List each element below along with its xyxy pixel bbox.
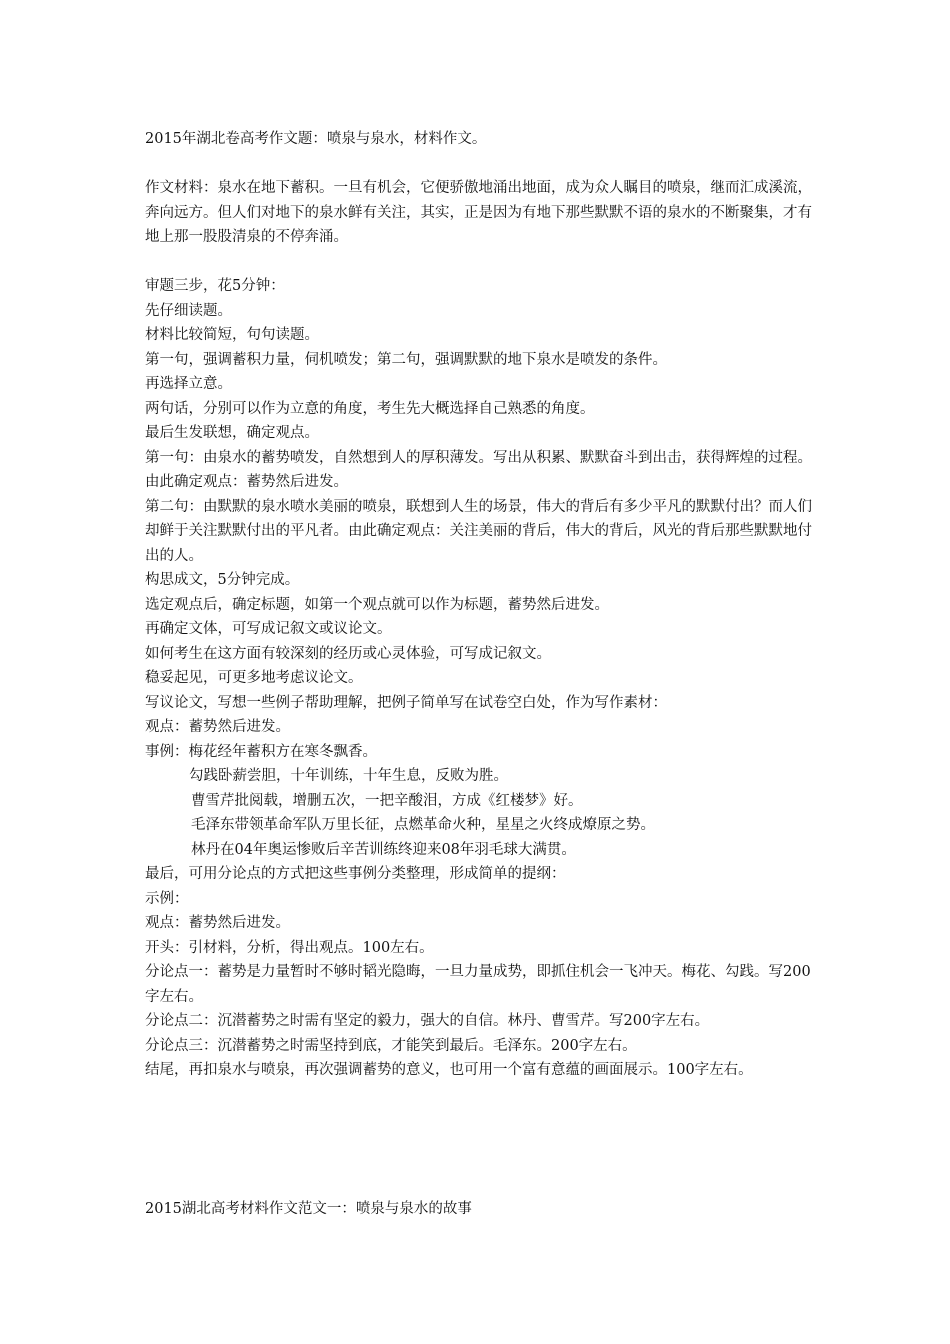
outline-line: 分论点三：沉潜蓄势之时需坚持到底，才能笑到最后。毛泽东。200字左右。 xyxy=(145,1037,637,1054)
document-heading: 2015年湖北卷高考作文题：喷泉与泉水，材料作文。 xyxy=(145,131,487,147)
example-line: 毛泽东带领革命军队万里长征，点燃革命火种，星星之火终成燎原之势。 xyxy=(191,817,655,833)
material-paragraph: 作文材料：泉水在地下蓄积。一旦有机会，它便骄傲地涌出地面，成为众人瞩目的喷泉，继而汇成溪流，奔向远方。但人们对地下的泉水鲜有关注，其实，正是因为有地下那些默默不语的泉水的不断聚集，才有地上那一股股清泉的不停奔涌。 xyxy=(145,180,812,245)
text-line: 先仔细读题。 xyxy=(145,302,232,319)
text-line: 审题三步，花5分钟： xyxy=(145,278,285,294)
document-body xyxy=(145,127,825,1083)
text-line: 第一句，强调蓄积力量，伺机喷发；第二句，强调默默的地下泉水是喷发的条件。 xyxy=(145,351,667,368)
text-line: 观点：蓄势然后进发。 xyxy=(145,719,290,735)
essay-title: 2015湖北高考材料作文范文一：喷泉与泉水的故事 xyxy=(145,1201,472,1217)
text-line: 如何考生在这方面有较深刻的经历或心灵体验，可写成记叙文。 xyxy=(145,645,551,662)
text-line: 再确定文体，可写成记叙文或议论文。 xyxy=(145,621,392,637)
text-line: 材料比较简短，句句读题。 xyxy=(145,327,319,343)
outline-line: 分论点二：沉潜蓄势之时需有坚定的毅力，强大的自信。林丹、曹雪芹。写200字左右。 xyxy=(145,1013,710,1029)
text-line: 写议论文，写想一些例子帮助理解，把例子简单写在试卷空白处，作为写作素材： xyxy=(145,694,667,711)
text-line: 第一句：由泉水的蓄势喷发，自然想到人的厚积薄发。写出从积累、默默奋斗到出击，获得辉煌的过程。由此确定观点：蓄势然后进发。 xyxy=(145,449,812,490)
example-line: 勾践卧薪尝胆，十年训练，十年生息，反败为胜。 xyxy=(189,768,508,784)
example-line: 林丹在04年奥运惨败后辛苦训练终迎来08年羽毛球大满贯。 xyxy=(191,841,576,858)
text-line: 稳妥起见，可更多地考虑议论文。 xyxy=(145,670,363,686)
text-line: 两句话，分别可以作为立意的角度，考生先大概选择自己熟悉的角度。 xyxy=(145,400,595,417)
text-line: 构思成文，5分钟完成。 xyxy=(145,572,300,588)
text-line: 第二句：由默默的泉水喷水美丽的喷泉，联想到人生的场景，伟大的背后有多少平凡的默默付出？而人们却鲜于关注默默付出的平凡者。由此确定观点：关注美丽的背后，伟大的背后，风光的背后那些默默地付出的人。 xyxy=(145,498,812,564)
outline-line: 观点：蓄势然后进发。 xyxy=(145,915,290,931)
outline-line: 开头：引材料，分析，得出观点。100左右。 xyxy=(145,939,434,956)
blank-line xyxy=(145,250,825,275)
outline-line: 示例： xyxy=(145,890,189,907)
text-line: 选定观点后，确定标题，如第一个观点就可以作为标题，蓄势然后进发。 xyxy=(145,596,609,613)
outline-line: 最后，可用分论点的方式把这些事例分类整理，形成简单的提纲： xyxy=(145,866,566,882)
outline-line: 分论点一：蓄势是力量暂时不够时韬光隐晦，一旦力量成势，即抓住机会一飞冲天。梅花、勾践。写200字左右。 xyxy=(145,964,811,1005)
outline-line: 结尾，再扣泉水与喷泉，再次强调蓄势的意义，也可用一个富有意蕴的画面展示。100字左右。 xyxy=(145,1062,753,1078)
text-line: 事例：梅花经年蓄积方在寒冬飘香。 xyxy=(145,743,377,760)
text-line: 最后生发联想，确定观点。 xyxy=(145,425,319,441)
blank-line xyxy=(145,152,825,177)
text-line: 再选择立意。 xyxy=(145,376,232,392)
example-line: 曹雪芹批阅载，增删五次，一把辛酸泪，方成《红楼梦》好。 xyxy=(191,792,583,809)
